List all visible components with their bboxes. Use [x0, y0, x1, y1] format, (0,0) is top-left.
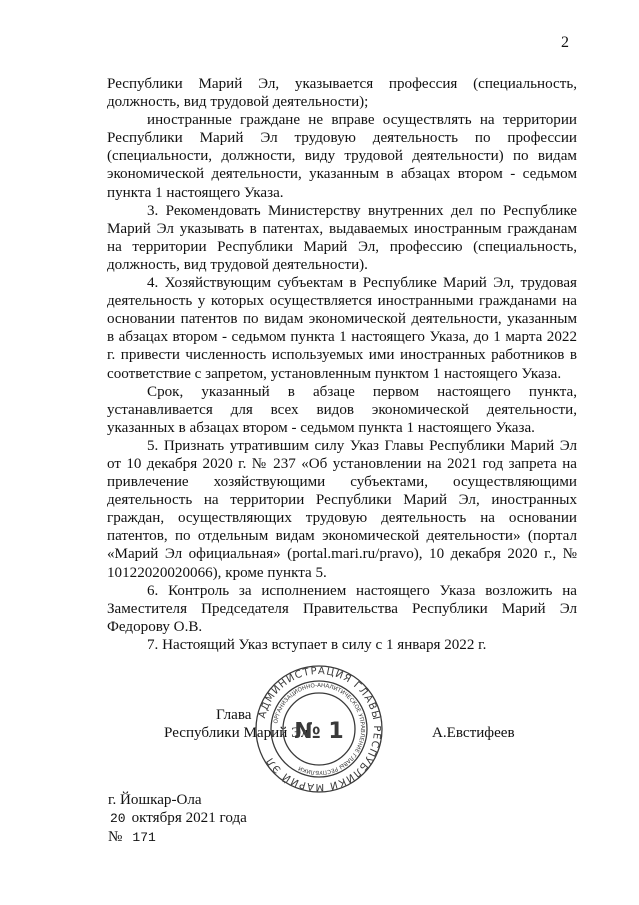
paragraph: 6. Контроль за исполнением настоящего Указа возложить на Заместителя Председателя Правительства Республики Марий Эл Федорову О.В. — [107, 582, 577, 635]
number-sign: № — [108, 829, 123, 845]
seal-center-number: № 1 — [294, 719, 344, 744]
paragraph: 5. Признать утратившим силу Указ Главы Республики Марий Эл от 10 декабря 2020 г. № 237 «Об установлении на 2021 год запрета на привлечение хозяйствующими субъектами, осуществляющими деятельность на территории Республики Марий Эл, иностранных граждан, осуществляющих трудовую деятельность на основании патентов, по отдельным видам экономической деятельности» (портал «Марий Эл официальная» (portal.mari.ru/pravo), 10 декабря 2020 г., № 10122020020066), кроме пункта 5. — [107, 437, 577, 581]
paragraph: Республики Марий Эл, указывается профессия (специальность, должность, вид трудовой деятельности); — [107, 76, 577, 111]
paragraph: иностранные граждане не вправе осуществлять на территории Республики Марий Эл трудовую деятельность по профессии (специальности, должности, виду трудовой деятельности) по видам экономической деятельности, указанным в абзацах втором - седьмом пункта 1 настоящего Указа. — [107, 112, 577, 201]
signatory-name: А.Евстифеев — [432, 725, 515, 741]
seal-outer-text: АДМИНИСТРАЦИЯ ГЛАВЫ РЕСПУБЛИКИ МАРИЙ ЭЛ — [257, 665, 383, 793]
paragraph: 7. Настоящий Указ вступает в силу с 1 января 2022 г. — [147, 636, 487, 653]
decree-body — [107, 75, 577, 654]
place-of-signing: г. Йошкар-Ола — [108, 792, 202, 808]
page-number: 2 — [561, 34, 569, 51]
official-seal — [254, 664, 384, 794]
signatory-title-line2: Республики Марий Эл — [164, 725, 309, 741]
paragraph: 4. Хозяйствующим субъектам в Республике Марий Эл, трудовая деятельность у которых осуществляется иностранными гражданами на основании патентов по видам экономической деятельности, указанным в абзацах втором - седьмом пункта 1 настоящего Указа, до 1 марта 2022 г. привести численность используемых ими иностранных работников в соответствие с запретом, установленным пунктом 1 настоящего Указа. — [107, 275, 577, 382]
number-value: 171 — [132, 830, 156, 845]
date-rest: октября 2021 года — [131, 810, 247, 826]
date-day: 20 — [110, 811, 126, 826]
seal-inner-text: ОРГАНИЗАЦИОННО-АНАЛИТИЧЕСКОЕ УПРАВЛЕНИЕ ГЛАВЫ РЕСПУБЛИКИ — [273, 682, 366, 776]
signatory-title-line1: Глава — [216, 707, 252, 723]
decree-number — [108, 828, 156, 847]
paragraph: 3. Рекомендовать Министерству внутренних дел по Республике Марий Эл указывать в патентах, выдаваемых иностранным гражданам на территории Республики Марий Эл, профессию (специальность, должность, вид трудовой деятельности). — [107, 202, 577, 273]
paragraph: Срок, указанный в абзаце первом настоящего пункта, устанавливается для всех видов экономической деятельности, указанных в абзацах втором - седьмом пункта 1 настоящего Указа. — [107, 383, 577, 436]
signing-date — [110, 809, 247, 828]
